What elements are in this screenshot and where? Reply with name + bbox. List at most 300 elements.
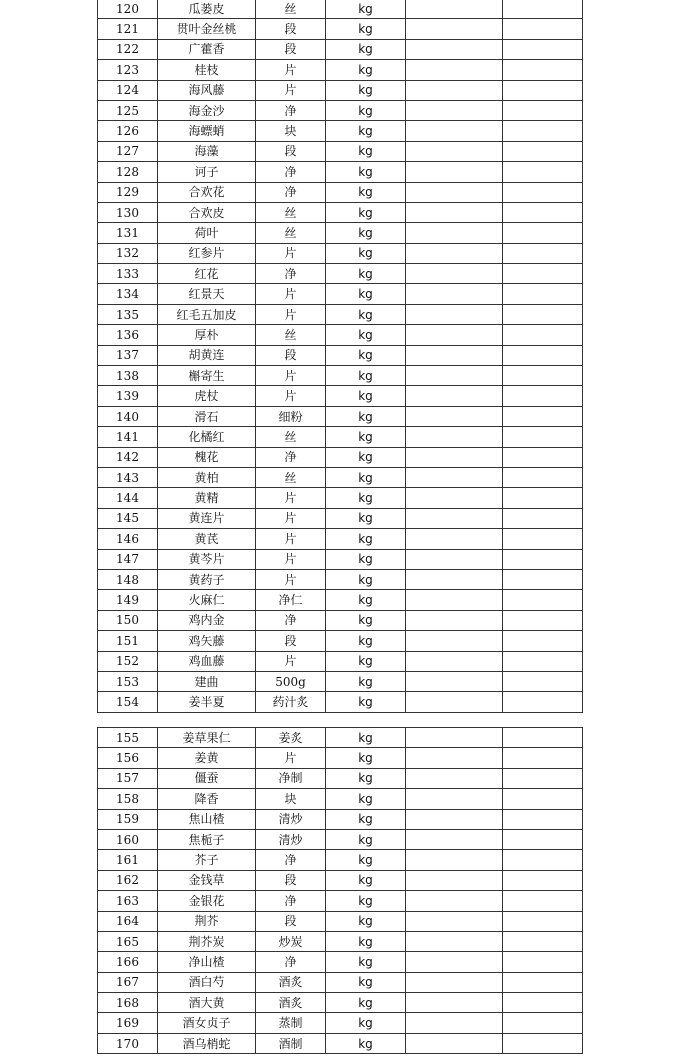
row-number-cell: 133 bbox=[98, 264, 158, 284]
row-number-cell: 166 bbox=[98, 952, 158, 972]
table-row bbox=[98, 264, 583, 284]
blank-cell bbox=[503, 264, 583, 284]
table-row bbox=[98, 993, 583, 1013]
herb-name-cell: 建曲 bbox=[158, 671, 256, 691]
row-number-cell: 154 bbox=[98, 692, 158, 712]
row-number-cell: 123 bbox=[98, 60, 158, 80]
herb-name-cell: 合欢皮 bbox=[158, 202, 256, 222]
blank-cell bbox=[503, 911, 583, 931]
herb-name-cell: 姜半夏 bbox=[158, 692, 256, 712]
herb-name-cell: 净山楂 bbox=[158, 952, 256, 972]
table-row bbox=[98, 243, 583, 263]
row-number-cell: 170 bbox=[98, 1033, 158, 1053]
spec-cell: 片 bbox=[256, 529, 326, 549]
blank-cell bbox=[406, 243, 503, 263]
blank-cell bbox=[503, 284, 583, 304]
spec-cell: 酒炙 bbox=[256, 972, 326, 992]
unit-cell: kg bbox=[326, 829, 406, 849]
row-number-cell: 126 bbox=[98, 121, 158, 141]
spec-cell: 块 bbox=[256, 121, 326, 141]
blank-cell bbox=[406, 467, 503, 487]
herb-name-cell: 海螵蛸 bbox=[158, 121, 256, 141]
blank-cell bbox=[406, 1013, 503, 1033]
spec-cell: 块 bbox=[256, 789, 326, 809]
row-number-cell: 121 bbox=[98, 19, 158, 39]
table-row bbox=[98, 728, 583, 748]
table-row bbox=[98, 870, 583, 890]
blank-cell bbox=[503, 789, 583, 809]
table-row bbox=[98, 768, 583, 788]
spec-cell: 段 bbox=[256, 19, 326, 39]
row-number-cell: 122 bbox=[98, 39, 158, 59]
spec-cell: 丝 bbox=[256, 467, 326, 487]
blank-cell bbox=[406, 850, 503, 870]
blank-cell bbox=[406, 325, 503, 345]
blank-cell bbox=[406, 141, 503, 161]
table-row bbox=[98, 1013, 583, 1033]
table-row bbox=[98, 60, 583, 80]
table-row bbox=[98, 911, 583, 931]
blank-cell bbox=[406, 671, 503, 691]
herb-name-cell: 虎杖 bbox=[158, 386, 256, 406]
blank-cell bbox=[503, 952, 583, 972]
blank-cell bbox=[503, 223, 583, 243]
herb-table-top-body bbox=[98, 0, 583, 712]
unit-cell: kg bbox=[326, 345, 406, 365]
row-number-cell: 169 bbox=[98, 1013, 158, 1033]
blank-cell bbox=[406, 692, 503, 712]
blank-cell bbox=[406, 447, 503, 467]
herb-name-cell: 黄精 bbox=[158, 488, 256, 508]
table-row bbox=[98, 692, 583, 712]
row-number-cell: 148 bbox=[98, 569, 158, 589]
blank-cell bbox=[406, 406, 503, 426]
table-row bbox=[98, 406, 583, 426]
unit-cell: kg bbox=[326, 1033, 406, 1053]
herb-table-top bbox=[97, 0, 583, 713]
herb-name-cell: 海风藤 bbox=[158, 80, 256, 100]
table-row bbox=[98, 19, 583, 39]
table-row bbox=[98, 631, 583, 651]
unit-cell: kg bbox=[326, 508, 406, 528]
unit-cell: kg bbox=[326, 488, 406, 508]
blank-cell bbox=[406, 366, 503, 386]
table-row bbox=[98, 223, 583, 243]
herb-name-cell: 广藿香 bbox=[158, 39, 256, 59]
blank-cell bbox=[406, 931, 503, 951]
herb-name-cell: 黄连片 bbox=[158, 508, 256, 528]
herb-name-cell: 僵蚕 bbox=[158, 768, 256, 788]
table-row bbox=[98, 952, 583, 972]
herb-name-cell: 胡黄连 bbox=[158, 345, 256, 365]
herb-name-cell: 黄芩片 bbox=[158, 549, 256, 569]
row-number-cell: 131 bbox=[98, 223, 158, 243]
row-number-cell: 158 bbox=[98, 789, 158, 809]
table-row bbox=[98, 569, 583, 589]
table-row bbox=[98, 549, 583, 569]
spec-cell: 药汁炙 bbox=[256, 692, 326, 712]
blank-cell bbox=[406, 19, 503, 39]
row-number-cell: 149 bbox=[98, 590, 158, 610]
blank-cell bbox=[406, 1033, 503, 1053]
unit-cell: kg bbox=[326, 1013, 406, 1033]
spec-cell: 段 bbox=[256, 870, 326, 890]
table-row bbox=[98, 427, 583, 447]
blank-cell bbox=[406, 631, 503, 651]
blank-cell bbox=[503, 19, 583, 39]
blank-cell bbox=[503, 993, 583, 1013]
row-number-cell: 139 bbox=[98, 386, 158, 406]
herb-name-cell: 金钱草 bbox=[158, 870, 256, 890]
unit-cell: kg bbox=[326, 284, 406, 304]
blank-cell bbox=[406, 870, 503, 890]
blank-cell bbox=[406, 0, 503, 19]
blank-cell bbox=[503, 891, 583, 911]
spec-cell: 丝 bbox=[256, 325, 326, 345]
spec-cell: 段 bbox=[256, 141, 326, 161]
herb-name-cell: 黄芪 bbox=[158, 529, 256, 549]
table-row bbox=[98, 651, 583, 671]
blank-cell bbox=[503, 80, 583, 100]
table-row bbox=[98, 304, 583, 324]
blank-cell bbox=[503, 325, 583, 345]
herb-name-cell: 黄药子 bbox=[158, 569, 256, 589]
blank-cell bbox=[503, 243, 583, 263]
unit-cell: kg bbox=[326, 100, 406, 120]
blank-cell bbox=[503, 447, 583, 467]
blank-cell bbox=[503, 972, 583, 992]
blank-cell bbox=[406, 427, 503, 447]
table-row bbox=[98, 162, 583, 182]
table-row bbox=[98, 325, 583, 345]
table-row bbox=[98, 386, 583, 406]
blank-cell bbox=[503, 345, 583, 365]
blank-cell bbox=[503, 162, 583, 182]
herb-name-cell: 红景天 bbox=[158, 284, 256, 304]
row-number-cell: 145 bbox=[98, 508, 158, 528]
row-number-cell: 136 bbox=[98, 325, 158, 345]
spec-cell: 净 bbox=[256, 100, 326, 120]
blank-cell bbox=[503, 931, 583, 951]
blank-cell bbox=[406, 386, 503, 406]
herb-name-cell: 焦山楂 bbox=[158, 809, 256, 829]
blank-cell bbox=[406, 728, 503, 748]
table-row bbox=[98, 121, 583, 141]
blank-cell bbox=[406, 549, 503, 569]
row-number-cell: 151 bbox=[98, 631, 158, 651]
unit-cell: kg bbox=[326, 972, 406, 992]
blank-cell bbox=[503, 748, 583, 768]
table-row bbox=[98, 366, 583, 386]
row-number-cell: 146 bbox=[98, 529, 158, 549]
unit-cell: kg bbox=[326, 952, 406, 972]
blank-cell bbox=[406, 789, 503, 809]
table-row bbox=[98, 284, 583, 304]
blank-cell bbox=[503, 768, 583, 788]
spec-cell: 片 bbox=[256, 748, 326, 768]
blank-cell bbox=[406, 284, 503, 304]
table-row bbox=[98, 529, 583, 549]
unit-cell: kg bbox=[326, 427, 406, 447]
blank-cell bbox=[503, 671, 583, 691]
unit-cell: kg bbox=[326, 447, 406, 467]
spec-cell: 酒炙 bbox=[256, 993, 326, 1013]
unit-cell: kg bbox=[326, 809, 406, 829]
blank-cell bbox=[406, 345, 503, 365]
unit-cell: kg bbox=[326, 121, 406, 141]
unit-cell: kg bbox=[326, 891, 406, 911]
unit-cell: kg bbox=[326, 202, 406, 222]
spec-cell: 净 bbox=[256, 162, 326, 182]
herb-name-cell: 鸡血藤 bbox=[158, 651, 256, 671]
unit-cell: kg bbox=[326, 728, 406, 748]
spec-cell: 净 bbox=[256, 182, 326, 202]
blank-cell bbox=[406, 829, 503, 849]
herb-name-cell: 降香 bbox=[158, 789, 256, 809]
blank-cell bbox=[503, 60, 583, 80]
spec-cell: 片 bbox=[256, 569, 326, 589]
spec-cell: 片 bbox=[256, 304, 326, 324]
spec-cell: 丝 bbox=[256, 427, 326, 447]
herb-name-cell: 海金沙 bbox=[158, 100, 256, 120]
herb-name-cell: 黄柏 bbox=[158, 467, 256, 487]
unit-cell: kg bbox=[326, 325, 406, 345]
blank-cell bbox=[503, 610, 583, 630]
table-row bbox=[98, 829, 583, 849]
blank-cell bbox=[406, 590, 503, 610]
unit-cell: kg bbox=[326, 569, 406, 589]
blank-cell bbox=[406, 488, 503, 508]
row-number-cell: 142 bbox=[98, 447, 158, 467]
blank-cell bbox=[406, 748, 503, 768]
blank-cell bbox=[406, 39, 503, 59]
blank-cell bbox=[503, 202, 583, 222]
herb-name-cell: 焦栀子 bbox=[158, 829, 256, 849]
blank-cell bbox=[406, 952, 503, 972]
herb-name-cell: 荆芥炭 bbox=[158, 931, 256, 951]
blank-cell bbox=[406, 911, 503, 931]
spec-cell: 段 bbox=[256, 911, 326, 931]
spec-cell: 片 bbox=[256, 80, 326, 100]
blank-cell bbox=[503, 850, 583, 870]
spec-cell: 净 bbox=[256, 952, 326, 972]
unit-cell: kg bbox=[326, 590, 406, 610]
spec-cell: 片 bbox=[256, 508, 326, 528]
row-number-cell: 163 bbox=[98, 891, 158, 911]
spec-cell: 净 bbox=[256, 850, 326, 870]
unit-cell: kg bbox=[326, 223, 406, 243]
spec-cell: 片 bbox=[256, 243, 326, 263]
blank-cell bbox=[406, 891, 503, 911]
table-row bbox=[98, 488, 583, 508]
spec-cell: 细粉 bbox=[256, 406, 326, 426]
unit-cell: kg bbox=[326, 768, 406, 788]
spec-cell: 片 bbox=[256, 366, 326, 386]
unit-cell: kg bbox=[326, 748, 406, 768]
spec-cell: 净 bbox=[256, 264, 326, 284]
blank-cell bbox=[503, 870, 583, 890]
blank-cell bbox=[503, 427, 583, 447]
blank-cell bbox=[503, 508, 583, 528]
blank-cell bbox=[406, 809, 503, 829]
blank-cell bbox=[406, 529, 503, 549]
row-number-cell: 125 bbox=[98, 100, 158, 120]
herb-name-cell: 合欢花 bbox=[158, 182, 256, 202]
row-number-cell: 140 bbox=[98, 406, 158, 426]
row-number-cell: 134 bbox=[98, 284, 158, 304]
unit-cell: kg bbox=[326, 467, 406, 487]
herb-name-cell: 鸡矢藤 bbox=[158, 631, 256, 651]
unit-cell: kg bbox=[326, 692, 406, 712]
unit-cell: kg bbox=[326, 406, 406, 426]
row-number-cell: 165 bbox=[98, 931, 158, 951]
blank-cell bbox=[503, 692, 583, 712]
spec-cell: 片 bbox=[256, 386, 326, 406]
blank-cell bbox=[406, 304, 503, 324]
table-row bbox=[98, 809, 583, 829]
blank-cell bbox=[503, 141, 583, 161]
unit-cell: kg bbox=[326, 529, 406, 549]
row-number-cell: 161 bbox=[98, 850, 158, 870]
blank-cell bbox=[503, 569, 583, 589]
table-row bbox=[98, 80, 583, 100]
row-number-cell: 150 bbox=[98, 610, 158, 630]
spec-cell: 片 bbox=[256, 284, 326, 304]
unit-cell: kg bbox=[326, 60, 406, 80]
unit-cell: kg bbox=[326, 304, 406, 324]
herb-name-cell: 酒白芍 bbox=[158, 972, 256, 992]
herb-name-cell: 金银花 bbox=[158, 891, 256, 911]
blank-cell bbox=[503, 829, 583, 849]
herb-name-cell: 贯叶金丝桃 bbox=[158, 19, 256, 39]
row-number-cell: 160 bbox=[98, 829, 158, 849]
herb-name-cell: 芥子 bbox=[158, 850, 256, 870]
herb-name-cell: 酒乌梢蛇 bbox=[158, 1033, 256, 1053]
blank-cell bbox=[406, 80, 503, 100]
spec-cell: 炒炭 bbox=[256, 931, 326, 951]
spec-cell: 丝 bbox=[256, 0, 326, 19]
herb-name-cell: 诃子 bbox=[158, 162, 256, 182]
spec-cell: 净 bbox=[256, 610, 326, 630]
row-number-cell: 137 bbox=[98, 345, 158, 365]
blank-cell bbox=[406, 121, 503, 141]
unit-cell: kg bbox=[326, 264, 406, 284]
table-row bbox=[98, 508, 583, 528]
herb-name-cell: 红毛五加皮 bbox=[158, 304, 256, 324]
spec-cell: 丝 bbox=[256, 202, 326, 222]
row-number-cell: 159 bbox=[98, 809, 158, 829]
herb-table-bottom-body bbox=[98, 728, 583, 1054]
unit-cell: kg bbox=[326, 141, 406, 161]
spec-cell: 清炒 bbox=[256, 829, 326, 849]
blank-cell bbox=[406, 264, 503, 284]
herb-name-cell: 厚朴 bbox=[158, 325, 256, 345]
table-row bbox=[98, 590, 583, 610]
blank-cell bbox=[503, 467, 583, 487]
unit-cell: kg bbox=[326, 631, 406, 651]
table-row bbox=[98, 39, 583, 59]
blank-cell bbox=[406, 223, 503, 243]
row-number-cell: 120 bbox=[98, 0, 158, 19]
spec-cell: 蒸制 bbox=[256, 1013, 326, 1033]
spec-cell: 净 bbox=[256, 891, 326, 911]
unit-cell: kg bbox=[326, 610, 406, 630]
table-row bbox=[98, 789, 583, 809]
unit-cell: kg bbox=[326, 0, 406, 19]
table-row bbox=[98, 1033, 583, 1053]
blank-cell bbox=[406, 651, 503, 671]
table-row bbox=[98, 100, 583, 120]
table-row bbox=[98, 891, 583, 911]
unit-cell: kg bbox=[326, 80, 406, 100]
herb-name-cell: 酒女贞子 bbox=[158, 1013, 256, 1033]
blank-cell bbox=[503, 488, 583, 508]
blank-cell bbox=[406, 202, 503, 222]
blank-cell bbox=[406, 100, 503, 120]
blank-cell bbox=[406, 162, 503, 182]
unit-cell: kg bbox=[326, 931, 406, 951]
herb-name-cell: 桂枝 bbox=[158, 60, 256, 80]
table-row bbox=[98, 972, 583, 992]
unit-cell: kg bbox=[326, 162, 406, 182]
unit-cell: kg bbox=[326, 19, 406, 39]
row-number-cell: 128 bbox=[98, 162, 158, 182]
unit-cell: kg bbox=[326, 850, 406, 870]
herb-name-cell: 鸡内金 bbox=[158, 610, 256, 630]
row-number-cell: 127 bbox=[98, 141, 158, 161]
spec-cell: 段 bbox=[256, 345, 326, 365]
row-number-cell: 157 bbox=[98, 768, 158, 788]
row-number-cell: 147 bbox=[98, 549, 158, 569]
spec-cell: 丝 bbox=[256, 223, 326, 243]
table-row bbox=[98, 850, 583, 870]
unit-cell: kg bbox=[326, 789, 406, 809]
blank-cell bbox=[503, 100, 583, 120]
unit-cell: kg bbox=[326, 39, 406, 59]
blank-cell bbox=[503, 182, 583, 202]
spec-cell: 片 bbox=[256, 488, 326, 508]
herb-name-cell: 化橘红 bbox=[158, 427, 256, 447]
row-number-cell: 167 bbox=[98, 972, 158, 992]
spec-cell: 清炒 bbox=[256, 809, 326, 829]
herb-name-cell: 瓜蒌皮 bbox=[158, 0, 256, 19]
table-row bbox=[98, 202, 583, 222]
row-number-cell: 130 bbox=[98, 202, 158, 222]
herb-name-cell: 姜草果仁 bbox=[158, 728, 256, 748]
spec-cell: 段 bbox=[256, 631, 326, 651]
herb-name-cell: 槲寄生 bbox=[158, 366, 256, 386]
herb-name-cell: 酒大黄 bbox=[158, 993, 256, 1013]
blank-cell bbox=[503, 0, 583, 19]
row-number-cell: 132 bbox=[98, 243, 158, 263]
row-number-cell: 143 bbox=[98, 467, 158, 487]
row-number-cell: 144 bbox=[98, 488, 158, 508]
blank-cell bbox=[503, 651, 583, 671]
spec-cell: 净制 bbox=[256, 768, 326, 788]
blank-cell bbox=[503, 590, 583, 610]
blank-cell bbox=[406, 993, 503, 1013]
blank-cell bbox=[503, 809, 583, 829]
herb-name-cell: 海藻 bbox=[158, 141, 256, 161]
row-number-cell: 141 bbox=[98, 427, 158, 447]
table-row bbox=[98, 0, 583, 19]
spec-cell: 净 bbox=[256, 447, 326, 467]
table-row bbox=[98, 748, 583, 768]
spec-cell: 酒制 bbox=[256, 1033, 326, 1053]
row-number-cell: 162 bbox=[98, 870, 158, 890]
spec-cell: 片 bbox=[256, 549, 326, 569]
table-row bbox=[98, 610, 583, 630]
